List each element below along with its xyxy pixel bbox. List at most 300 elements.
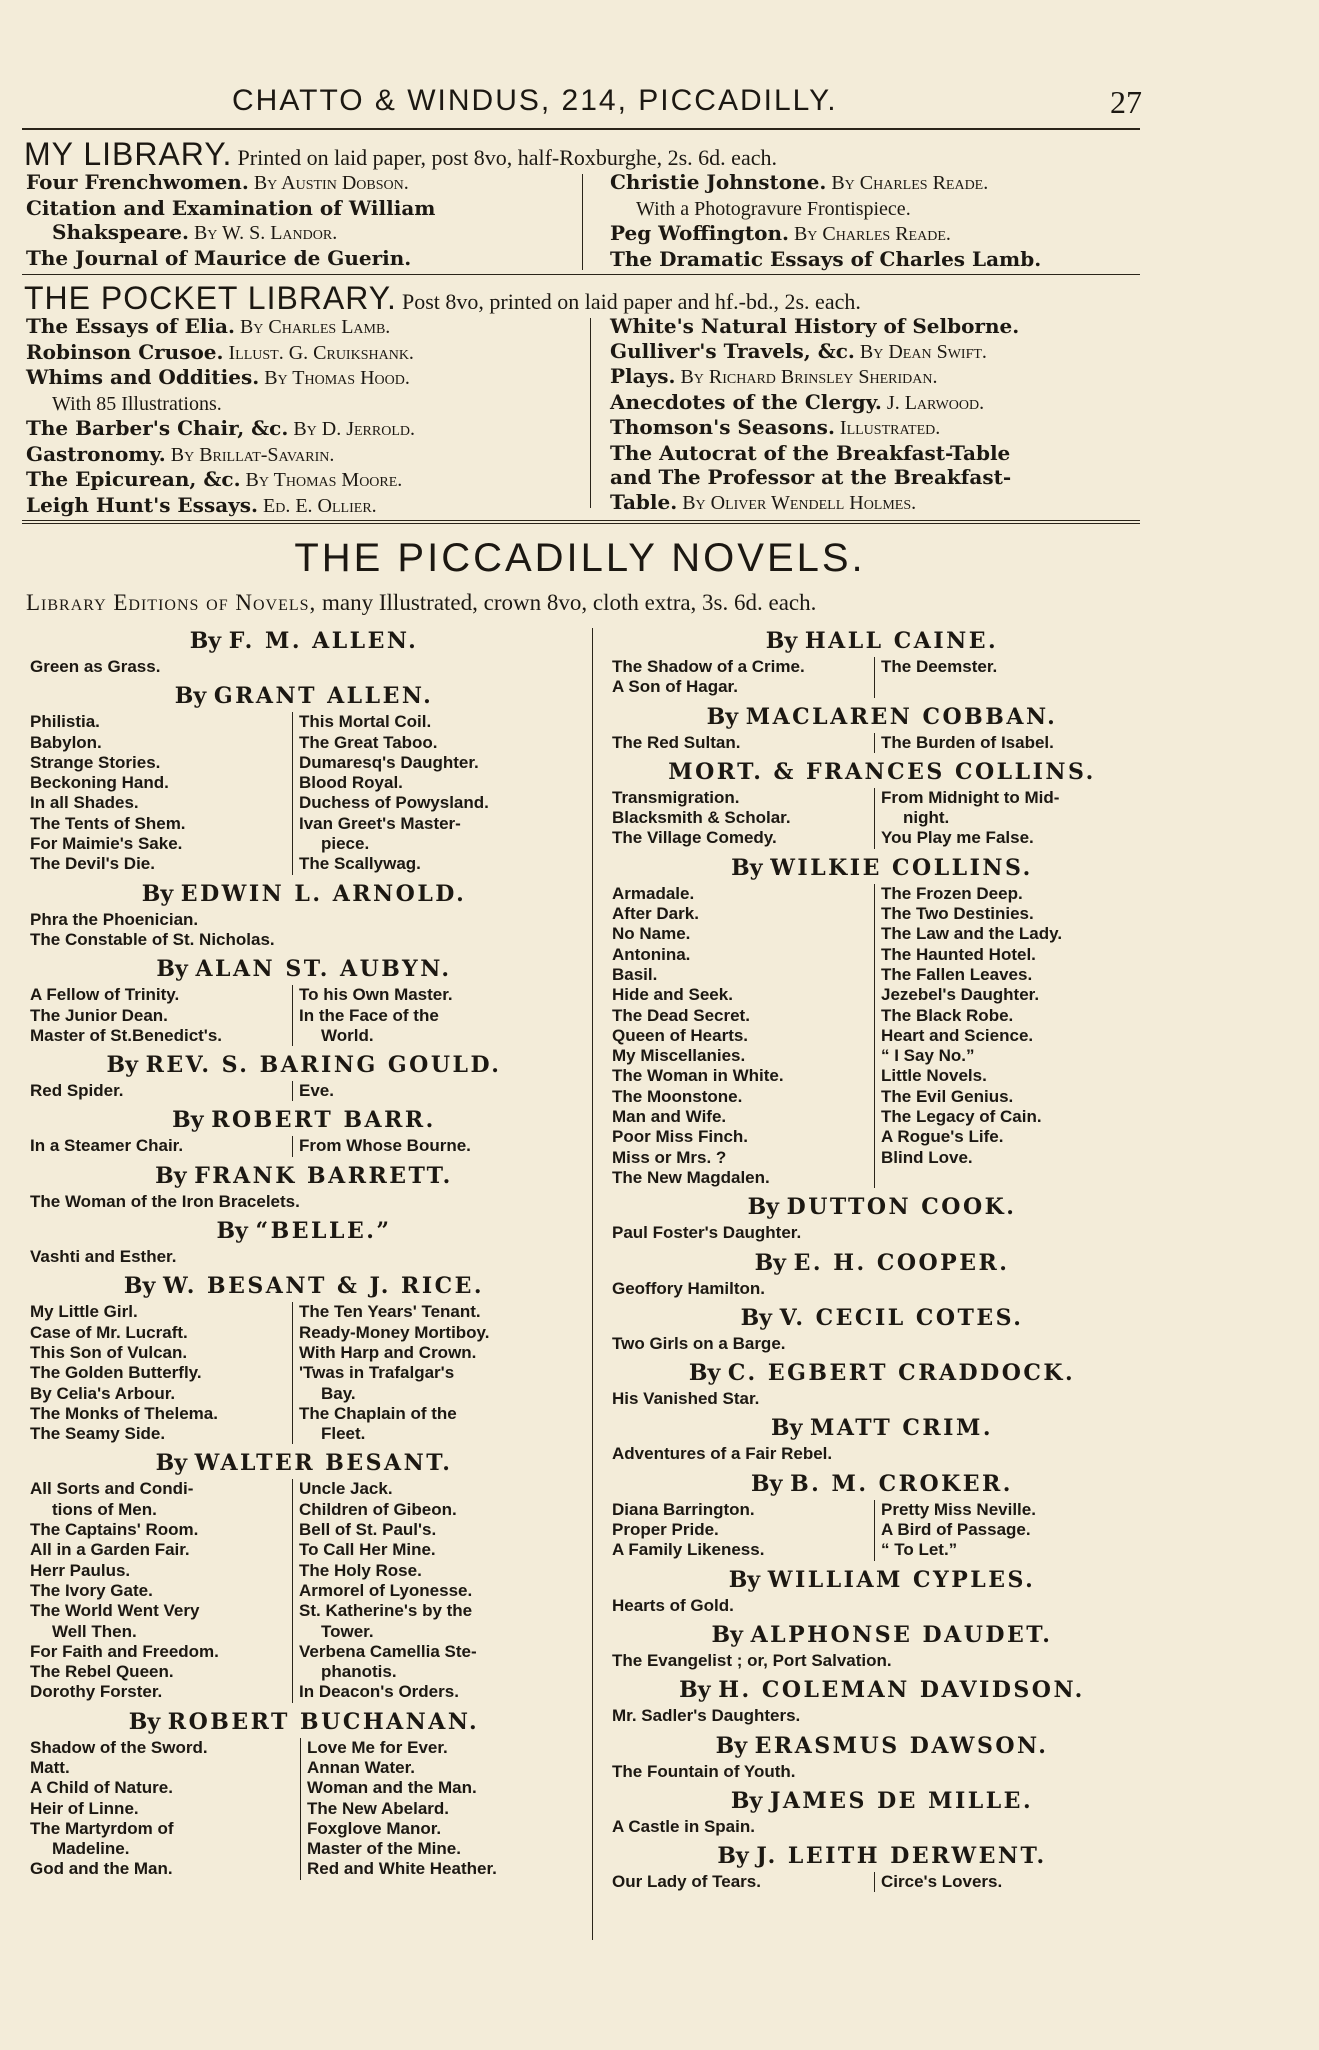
by-label: By [688, 1360, 728, 1387]
author-heading [612, 1303, 1152, 1333]
author-heading [612, 1731, 1152, 1761]
novel-title: The Fountain of Youth. [612, 1761, 796, 1781]
book-entry [26, 493, 586, 519]
book-entry [610, 364, 1150, 390]
by-label: By [141, 880, 181, 907]
novel-title: “ I Say No.” [881, 1046, 975, 1066]
pocket-library-left-column [26, 314, 586, 518]
by-label: By [754, 1249, 794, 1276]
book-entry [610, 465, 1150, 490]
book-title: Whims and Oddities. [26, 365, 260, 389]
novel-title: Bay. [321, 1383, 356, 1403]
pocket-library-heading [24, 280, 1144, 317]
author-name: “BELLE.” [255, 1218, 392, 1245]
title-list [612, 1500, 874, 1561]
by-label: By [706, 703, 746, 730]
novel-title: Woman and the Man. [307, 1778, 477, 1798]
by-label: By [731, 854, 771, 881]
novel-title: Blind Love. [881, 1147, 973, 1167]
author-heading [612, 757, 1152, 787]
author-heading [612, 853, 1152, 883]
book-title: The Essays of Elia. [26, 314, 235, 338]
book-author: With a Photogravure Frontispiece. [636, 197, 911, 220]
novel-title: Antonina. [612, 944, 691, 964]
author-heading [612, 702, 1152, 732]
novel-title: Little Novels. [881, 1066, 987, 1086]
novel-title: Adventures of a Fair Rebel. [612, 1444, 833, 1464]
author-name: MATT CRIM. [810, 1415, 993, 1442]
author-heading [612, 1675, 1152, 1705]
author-name: W. BESANT & J. RICE. [162, 1273, 485, 1300]
two-column-titles [30, 1081, 578, 1101]
book-author: J. Larwood. [881, 391, 985, 414]
title-list [612, 1334, 1152, 1354]
novel-title: Vashti and Esther. [30, 1247, 177, 1267]
novel-title: A Castle in Spain. [612, 1816, 755, 1836]
book-author: By Charles Reade. [826, 172, 989, 194]
two-column-titles [30, 985, 578, 1046]
novel-title: Verbena Camellia Ste- [299, 1641, 477, 1661]
author-name: EDWIN L. ARNOLD. [180, 880, 467, 907]
novel-title: In all Shades. [30, 793, 139, 813]
by-label: By [751, 1470, 791, 1497]
title-list [292, 712, 489, 874]
pocket-library-divider [590, 318, 591, 508]
book-entry [610, 390, 1150, 416]
section-double-rule [22, 520, 1140, 524]
book-entry [610, 170, 1150, 196]
novel-title: The Legacy of Cain. [881, 1107, 1042, 1127]
book-author: By Austin Dobson. [248, 172, 409, 194]
by-label: By [730, 1787, 770, 1814]
novel-title: For Maimie's Sake. [30, 834, 183, 854]
novel-title: Foxglove Manor. [307, 1818, 442, 1838]
novel-title: The Red Sultan. [612, 732, 741, 752]
novel-title: You Play me False. [881, 828, 1034, 848]
author-name: V. CECIL COTES. [779, 1304, 1024, 1331]
book-title: Table. [610, 489, 678, 514]
title-list [30, 1738, 300, 1880]
novel-title: The Great Taboo. [299, 732, 438, 752]
book-author: By D. Jerrold. [288, 418, 416, 440]
novel-title: The Rebel Queen. [30, 1662, 174, 1682]
pocket-library-title: THE POCKET LIBRARY. [24, 280, 397, 316]
novel-title: Basil. [612, 964, 658, 984]
two-column-titles [30, 1479, 578, 1702]
my-library-left-column [26, 170, 578, 270]
title-list [30, 1302, 292, 1444]
novel-title: The New Abelard. [307, 1798, 450, 1818]
book-title: The Dramatic Essays of Charles Lamb. [610, 246, 1042, 271]
title-list [612, 1651, 1152, 1671]
author-heading [30, 954, 578, 984]
novel-title: The Golden Butterfly. [30, 1363, 202, 1383]
novel-title: Dorothy Forster. [30, 1682, 163, 1702]
title-list [30, 1479, 292, 1702]
novel-title: Herr Paulus. [30, 1560, 131, 1580]
novel-title: This Mortal Coil. [299, 712, 432, 732]
novel-title: Proper Pride. [612, 1520, 719, 1540]
author-name: E. H. COOPER. [793, 1249, 1010, 1276]
novels-right-column [612, 622, 1152, 1892]
novel-title: From Midnight to Mid- [881, 787, 1060, 807]
novel-title: The Tents of Shem. [30, 813, 186, 833]
novel-title: Phra the Phoenician. [30, 909, 199, 929]
novel-title: The Scallywag. [299, 854, 421, 874]
novel-title: Tower. [321, 1621, 374, 1641]
book-entry [26, 340, 586, 366]
novel-title: A Rogue's Life. [881, 1127, 1004, 1147]
book-entry [26, 416, 586, 442]
novel-title: Duchess of Powysland. [299, 793, 489, 813]
novel-title: The Haunted Hotel. [881, 944, 1036, 964]
novel-title: The New Magdalen. [612, 1167, 770, 1187]
novels-subtitle-rest: many Illustrated, crown 8vo, cloth extra, 3s. 6d. each. [316, 590, 817, 615]
novel-title: Queen of Hearts. [612, 1025, 749, 1045]
book-title: The Autocrat of the Breakfast-Table [610, 440, 1011, 465]
book-author: By Charles Reade. [788, 223, 951, 245]
book-entry [26, 196, 578, 221]
book-author: By Charles Lamb. [234, 316, 391, 338]
novel-title: With Harp and Crown. [299, 1342, 477, 1362]
novel-title: After Dark. [612, 904, 699, 924]
title-list [874, 1872, 1002, 1892]
novel-title: tions of Men. [52, 1499, 157, 1519]
novel-title: A Bird of Passage. [881, 1520, 1031, 1540]
by-label: By [156, 956, 196, 983]
novel-title: Blacksmith & Scholar. [612, 808, 791, 828]
author-heading [612, 1413, 1152, 1443]
by-label: By [172, 1107, 212, 1134]
novel-title: Miss or Mrs. ? [612, 1147, 727, 1167]
title-list [292, 1479, 477, 1702]
author-name: ALPHONSE DAUDET. [750, 1621, 1053, 1648]
novel-title: My Miscellanies. [612, 1046, 746, 1066]
by-label: By [155, 1162, 195, 1189]
novel-title: A Child of Nature. [30, 1778, 173, 1798]
title-list [30, 910, 578, 951]
book-entry [26, 220, 578, 246]
two-column-titles [612, 733, 1152, 753]
novel-title: The Village Comedy. [612, 828, 777, 848]
author-name: JAMES DE MILLE. [769, 1787, 1034, 1814]
book-author: By Thomas Moore. [240, 469, 403, 491]
novel-title: Heart and Science. [881, 1025, 1034, 1045]
novel-title: The Woman in White. [612, 1066, 784, 1086]
title-list [612, 1223, 1152, 1243]
book-title: Citation and Examination of William [26, 195, 436, 220]
novel-title: Eve. [299, 1081, 334, 1101]
by-label: By [765, 628, 805, 654]
novel-title: Circe's Lovers. [881, 1872, 1003, 1892]
novel-title: Pretty Miss Neville. [881, 1499, 1036, 1519]
novel-title: Mr. Sadler's Daughters. [612, 1706, 801, 1726]
book-author: Ed. E. Ollier. [258, 494, 377, 517]
novel-title: Annan Water. [307, 1757, 415, 1777]
novel-title: This Son of Vulcan. [30, 1342, 188, 1362]
author-heading [612, 1565, 1152, 1595]
novel-title: My Little Girl. [30, 1302, 138, 1322]
title-list [30, 1192, 578, 1212]
two-column-titles [612, 1500, 1152, 1561]
title-list [30, 712, 292, 874]
title-list [612, 733, 874, 753]
novel-title: In a Steamer Chair. [30, 1136, 184, 1156]
novel-title: Love Me for Ever. [307, 1737, 448, 1757]
novel-title: The Deemster. [881, 657, 998, 676]
author-heading [612, 1192, 1152, 1222]
book-title: and The Professor at the Breakfast- [610, 465, 1012, 489]
my-library-note: Printed on laid paper, post 8vo, half-Roxburghe, 2s. 6d. each. [237, 145, 777, 170]
novel-title: In the Face of the [299, 1005, 439, 1025]
novel-title: Beckoning Hand. [30, 773, 169, 793]
author-heading [30, 1448, 578, 1478]
header-rule [22, 128, 1140, 130]
novel-title: Man and Wife. [612, 1107, 727, 1127]
running-title: CHATTO & WINDUS, 214, PICCADILLY. [232, 84, 838, 117]
book-title: Christie Johnstone. [610, 170, 827, 194]
novel-title: Blood Royal. [299, 773, 403, 793]
title-list [612, 884, 874, 1188]
author-name: ROBERT BUCHANAN. [167, 1708, 480, 1735]
novel-title: The Junior Dean. [30, 1005, 168, 1025]
book-title: Leigh Hunt's Essays. [26, 492, 259, 517]
novel-title: Geoffory Hamilton. [612, 1278, 766, 1298]
author-name: C. EGBERT CRADDOCK. [727, 1360, 1076, 1387]
novel-title: Poor Miss Finch. [612, 1127, 749, 1147]
book-title: White's Natural History of Selborne. [610, 314, 1020, 338]
title-list [612, 1762, 1152, 1782]
novel-title: The World Went Very [30, 1601, 200, 1621]
title-list [300, 1738, 497, 1880]
novel-title: In Deacon's Orders. [299, 1682, 459, 1702]
author-name: DUTTON COOK. [786, 1194, 1017, 1221]
novel-title: Armorel of Lyonesse. [299, 1580, 473, 1600]
novel-title: Shadow of the Sword. [30, 1737, 208, 1757]
novel-title: To Call Her Mine. [299, 1540, 436, 1560]
book-title: Four Frenchwomen. [26, 170, 249, 194]
book-title: The Epicurean, &c. [26, 467, 241, 491]
author-heading [30, 1050, 578, 1080]
author-heading [612, 1620, 1152, 1650]
author-name: WILKIE COLLINS. [770, 854, 1033, 881]
novel-title: The Two Destinies. [881, 904, 1034, 924]
title-list [30, 1247, 578, 1267]
by-label: By [128, 1708, 168, 1735]
two-column-titles [612, 788, 1152, 849]
novels-subtitle-lead: Library Editions of Novels, [26, 590, 317, 615]
running-header [22, 84, 1142, 124]
novel-title: Children of Gibeon. [299, 1499, 457, 1519]
book-entry [26, 391, 586, 417]
novel-title: The Law and the Lady. [881, 924, 1063, 944]
novel-title: No Name. [612, 924, 691, 944]
novel-title: Bell of St. Paul's. [299, 1520, 437, 1540]
novel-title: 'Twas in Trafalgar's [299, 1363, 455, 1383]
by-label: By [106, 1052, 146, 1079]
title-list [874, 733, 1054, 753]
author-name: F. M. ALLEN. [228, 628, 419, 654]
by-label: By [711, 1621, 751, 1648]
book-entry [26, 442, 586, 468]
novel-title: The Black Robe. [881, 1005, 1014, 1025]
novel-title: All Sorts and Condi- [30, 1479, 194, 1499]
two-column-titles [612, 884, 1152, 1188]
author-name: H. COLEMAN DAVIDSON. [718, 1677, 1085, 1704]
title-list [30, 657, 578, 677]
title-list [612, 1444, 1152, 1464]
by-label: By [216, 1218, 256, 1245]
book-author: By Richard Brinsley Sheridan. [675, 366, 938, 388]
author-name: HALL CAINE. [804, 628, 999, 654]
novel-title: Paul Foster's Daughter. [612, 1223, 802, 1243]
author-heading [30, 626, 578, 656]
author-name: FRANK BARRETT. [194, 1162, 453, 1189]
novel-title: The Captains' Room. [30, 1520, 199, 1540]
author-name: J. LEITH DERWENT. [756, 1843, 1047, 1870]
book-title: Gulliver's Travels, &c. [610, 338, 855, 363]
my-library-title: MY LIBRARY. [24, 136, 233, 172]
novel-title: The Woman of the Iron Bracelets. [30, 1191, 300, 1211]
book-entry [610, 221, 1150, 247]
by-label: By [189, 628, 229, 654]
title-list [30, 985, 292, 1046]
author-heading [612, 626, 1152, 656]
novel-title: piece. [321, 834, 370, 854]
novel-title: Master of the Mine. [307, 1839, 461, 1859]
title-list [292, 1081, 334, 1101]
author-name: REV. S. BARING GOULD. [145, 1052, 502, 1079]
novel-title: Diana Barrington. [612, 1499, 755, 1519]
book-title: Robinson Crusoe. [26, 339, 224, 364]
two-column-titles [30, 1136, 578, 1156]
title-list [612, 788, 874, 849]
book-title: Thomson's Seasons. [610, 415, 835, 439]
title-list [874, 884, 1062, 1188]
book-entry [610, 314, 1150, 339]
book-entry [610, 196, 1150, 222]
novel-title: Hide and Seek. [612, 985, 733, 1005]
book-author: By Oliver Wendell Holmes. [677, 491, 917, 514]
book-entry [610, 247, 1150, 272]
two-column-titles [30, 712, 578, 874]
novel-title: All in a Garden Fair. [30, 1540, 190, 1560]
by-label: By [740, 1304, 780, 1331]
title-list [874, 788, 1059, 849]
novel-title: Heir of Linne. [30, 1798, 139, 1818]
author-name: WILLIAM CYPLES. [767, 1566, 1036, 1593]
book-title: Peg Woffington. [610, 221, 789, 245]
novel-title: The Frozen Deep. [881, 883, 1023, 903]
novel-title: The Burden of Isabel. [881, 732, 1054, 752]
novel-title: Armadale. [612, 883, 695, 903]
author-name: WALTER BESANT. [194, 1450, 453, 1477]
novels-title: THE PICCADILLY NOVELS. [294, 536, 866, 580]
novel-title: A Fellow of Trinity. [30, 985, 180, 1005]
novel-title: Red Spider. [30, 1081, 124, 1101]
novel-title: The Fallen Leaves. [881, 964, 1033, 984]
book-author: By Brillat-Savarin. [165, 443, 335, 466]
novel-title: Ready-Money Mortiboy. [299, 1322, 490, 1342]
my-library-heading [24, 136, 1144, 173]
title-list [874, 657, 997, 698]
book-title: Plays. [610, 364, 676, 388]
novel-title: Transmigration. [612, 787, 740, 807]
title-list [292, 985, 453, 1046]
by-label: By [747, 1194, 787, 1221]
by-label: By [728, 1566, 768, 1593]
author-heading [30, 1271, 578, 1301]
book-title: Gastronomy. [26, 441, 166, 466]
author-name: MACLAREN COBBAN. [745, 703, 1058, 730]
novel-title: The Ivory Gate. [30, 1580, 153, 1600]
book-author: Illustrated. [834, 417, 941, 439]
novel-title: phanotis. [321, 1662, 397, 1682]
by-label: By [679, 1677, 719, 1704]
page-number: 27 [1110, 84, 1142, 120]
novel-title: Green as Grass. [30, 657, 161, 676]
book-entry [26, 467, 586, 493]
book-entry [26, 170, 578, 196]
book-entry [610, 415, 1150, 441]
novel-title: St. Katherine's by the [299, 1601, 473, 1621]
author-heading [30, 1707, 578, 1737]
two-column-titles [30, 1738, 578, 1880]
novel-title: His Vanished Star. [612, 1389, 760, 1409]
book-title: Shakspeare. [52, 220, 189, 244]
novel-title: The Evangelist ; or, Port Salvation. [612, 1650, 892, 1670]
novel-title: By Celia's Arbour. [30, 1383, 176, 1403]
book-entry [26, 365, 586, 391]
novels-center-divider [592, 628, 593, 1940]
author-name: MORT. & FRANCES COLLINS. [668, 758, 1096, 785]
novel-title: Red and White Heather. [307, 1859, 497, 1879]
author-heading [30, 1216, 578, 1246]
novel-title: Uncle Jack. [299, 1479, 393, 1499]
novel-title: The Constable of St. Nicholas. [30, 929, 275, 949]
by-label: By [155, 1450, 195, 1477]
my-library-right-column [610, 170, 1150, 271]
novel-title: A Son of Hagar. [612, 677, 738, 697]
my-library-divider [582, 174, 583, 270]
pocket-library-note: Post 8vo, printed on laid paper and hf.-bd., 2s. each. [402, 289, 861, 314]
author-heading [612, 1248, 1152, 1278]
novel-title: Ivan Greet's Master- [299, 813, 461, 833]
title-list [612, 1872, 874, 1892]
author-heading [30, 879, 578, 909]
book-title: The Barber's Chair, &c. [26, 416, 289, 440]
novel-title: “ To Let.” [881, 1540, 958, 1560]
novel-title: The Seamy Side. [30, 1424, 166, 1444]
book-entry [610, 441, 1150, 466]
novel-title: A Family Likeness. [612, 1540, 765, 1560]
author-name: ERASMUS DAWSON. [754, 1732, 1049, 1759]
title-list [30, 1136, 292, 1156]
title-list [612, 1596, 1152, 1616]
novel-title: Philistia. [30, 712, 100, 732]
novel-title: Two Girls on a Barge. [612, 1333, 786, 1353]
book-title: Anecdotes of the Clergy. [610, 389, 882, 414]
book-entry [610, 490, 1150, 516]
author-heading [612, 1469, 1152, 1499]
two-column-titles [30, 1302, 578, 1444]
novel-title: Strange Stories. [30, 752, 161, 772]
book-author: By Dean Swift. [854, 340, 987, 363]
two-column-titles [612, 1872, 1152, 1892]
by-label: By [771, 1415, 811, 1442]
author-name: GRANT ALLEN. [213, 683, 434, 710]
novel-title: Jezebel's Daughter. [881, 985, 1040, 1005]
